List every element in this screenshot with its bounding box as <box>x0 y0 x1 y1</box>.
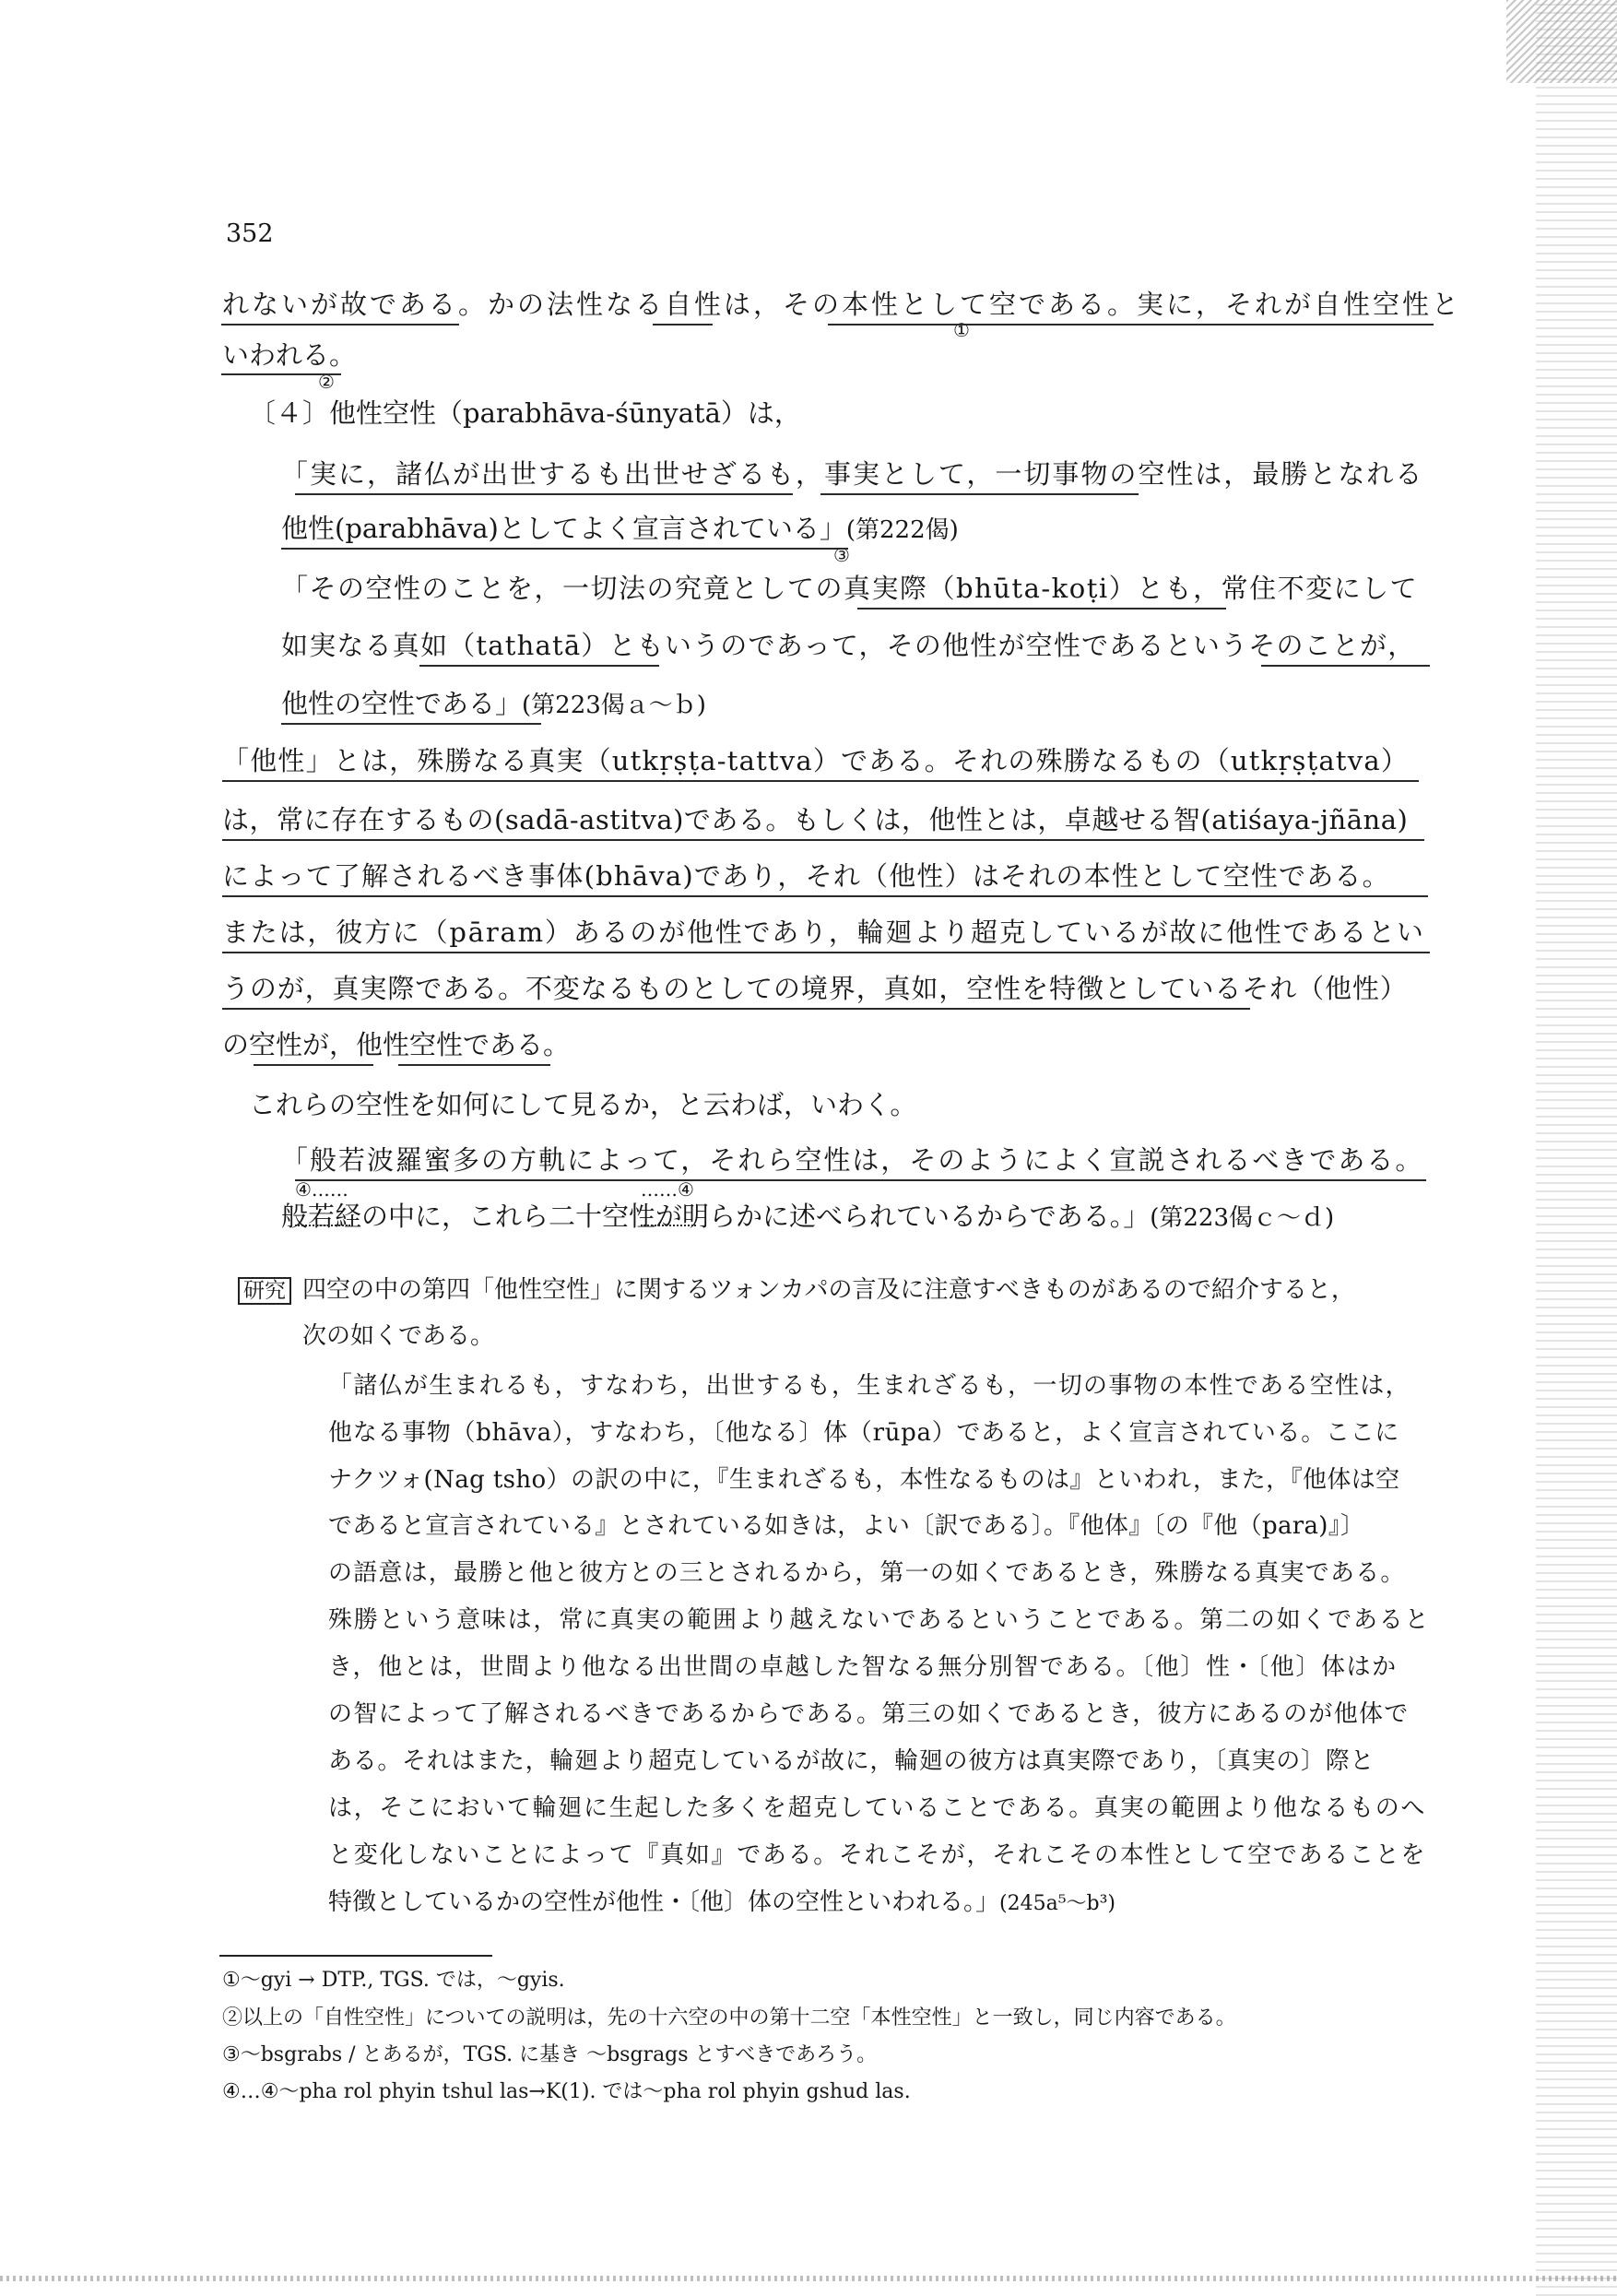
body-line-7: うのが，真実際である。不変なるものとしての境界，真如，空性を特徴としているそれ（他性） <box>222 973 1408 1004</box>
underline <box>295 493 793 495</box>
dotted-mark <box>295 1225 350 1226</box>
quote-line-12-text: 特徴としているかの空性が他性・〔他〕体の空性といわれる。」 <box>328 1888 1000 1916</box>
verse-line-5-text: 他性の空性である」 <box>281 688 523 719</box>
quote-line-1: 「諸仏が生まれるも，すなわち，出世するも，生まれざるも，一切の事物の本性である空性は， <box>328 1372 1410 1400</box>
body-line-4: は，常に存在するもの(sadā-astitva)である。もしくは，他性とは，卓越せる智(atiśaya-jñāna) <box>222 804 1409 835</box>
verse-line-2 <box>281 515 959 542</box>
quote-line-5: の語意は，最勝と他と彼方との三とされるから，第一の如くであるとき，殊勝なる真実である。 <box>328 1559 1406 1587</box>
footnote-4: ④…④～pha rol phyin tshul las→K(1). では～pha rol phyin gshud las. <box>222 2080 911 2103</box>
verse-ref-222: (第222偈) <box>845 516 959 544</box>
quote-ref: (245a⁵～b³) <box>999 1892 1116 1915</box>
quote-line-3: ナクツォ(Nag tsho）の訳の中に，『生まれざるも，本性なるものは』といわれ，また，『他体は空 <box>328 1466 1400 1494</box>
dotted-mark <box>641 1225 696 1226</box>
quote-line-10: は，そこにおいて輪廻に生起した多くを超克していることである。真実の範囲より他なるものへ <box>328 1794 1427 1822</box>
quote-line-6: 殊勝という意味は，常に真実の範囲より越えないであるということである。第二の如くであると <box>328 1606 1431 1634</box>
verse-line-7-text: 般若経の中に，これら二十空性が明らかに述べられているからである。」 <box>281 1201 1151 1232</box>
verse-line-6: 「般若波羅蜜多の方軌によって，それら空性は，そのようによく宣説されるべきである。 <box>281 1144 1424 1176</box>
body-line-2: いわれる。 <box>222 339 357 371</box>
footnote-1: ①～gyi → DTP., TGS. では，～gyis. <box>222 1969 565 1992</box>
underline <box>222 839 1424 841</box>
quote-line-8: の智によって了解されるべきであるからである。第三の如くであるとき，彼方にあるのが他体で <box>328 1700 1410 1728</box>
marker-2: ② <box>318 371 335 393</box>
underline <box>1261 665 1430 667</box>
footnote-2: ②以上の「自性空性」についての説明は，先の十六空の中の第十二空「本性空性」と一致し，同じ内容である。 <box>222 2006 1236 2030</box>
footnote-3: ③～bsgrabs / とあるが，TGS. に基き ～bsgrags とすべきであろう。 <box>222 2043 878 2066</box>
underline <box>281 723 541 725</box>
underline <box>828 324 1434 325</box>
scan-edge-noise <box>1536 0 1617 2296</box>
page-number: 352 <box>226 219 274 248</box>
marker-1: ① <box>953 319 970 341</box>
verse-line-3: 「その空性のことを，一切法の究竟としての真実際（bhūta-koṭi）とも，常住不変にして <box>281 573 1419 604</box>
research-tag: 研究 <box>238 1277 291 1305</box>
research-line-2: 次の如くである。 <box>302 1322 495 1350</box>
verse-line-7 <box>281 1203 1334 1230</box>
verse-line-4: 如実なる真如（tathatā）ともいうのであって，その他性が空性であるというそのことが， <box>281 630 1416 661</box>
underline <box>222 1008 1250 1010</box>
underline <box>222 895 1428 897</box>
underline <box>820 493 1139 495</box>
underline <box>419 665 659 667</box>
verse-line-5 <box>281 688 706 719</box>
body-line-9: これらの空性を如何にして見るか，と云わば，いわく。 <box>249 1089 917 1120</box>
scan-bottom-noise <box>0 2276 1617 2281</box>
underline <box>222 952 1430 953</box>
footnote-separator <box>219 1955 492 1957</box>
marker-3: ③ <box>833 544 850 566</box>
verse-line-2-text: 他性(parabhāva)としてよく宣言されている」 <box>281 513 846 544</box>
quote-line-2: 他なる事物（bhāva），すなわち，〔他なる〕体（rūpa）であると，よく宣言されている。ここに <box>328 1419 1399 1447</box>
verse-ref-223cd: (第223偈ｃ～ｄ) <box>1150 1204 1335 1232</box>
underline <box>222 780 1419 782</box>
quote-line-7: き，他とは，世間より他なる出世間の卓越した智なる無分別智である。〔他〕性・〔他〕体はか <box>328 1653 1398 1681</box>
body-line-6: または，彼方に（pāram）あるのが他性であり，輪廻より超克しているが故に他性であるとい <box>222 917 1425 948</box>
marker-4-end: ……④ <box>641 1178 694 1201</box>
quote-line-12 <box>328 1890 1115 1914</box>
body-line-8: の空性が，他性空性である。 <box>222 1029 571 1060</box>
scan-corner-noise <box>1506 0 1617 83</box>
underline <box>857 608 1226 610</box>
body-line-1: れないが故である。かの法性なる自性は，その本性として空である。実に，それが自性空性と <box>222 289 1462 320</box>
body-line-5: によって了解されるべき事体(bhāva)であり，それ（他性）はそれの本性として空性である。 <box>222 860 1390 892</box>
underline <box>221 373 341 375</box>
underline <box>221 324 459 325</box>
quote-line-9: ある。それはまた，輪廻より超克しているが故に，輪廻の彼方は真実際であり，〔真実の〕際と <box>328 1747 1375 1775</box>
verse-ref-223ab: (第223偈ａ～ｂ) <box>522 692 706 719</box>
underline <box>295 1179 1426 1181</box>
underline <box>398 1064 550 1066</box>
research-line-1 <box>238 1277 1355 1305</box>
quote-line-4: であると宣言されている』とされている如きは，よい〔訳である〕。『他体』〔の『他（para)』〕 <box>328 1512 1365 1540</box>
body-line-3: 「他性」とは，殊勝なる真実（utkṛṣṭa-tattva）である。それの殊勝なるもの（utkṛṣṭatva） <box>222 745 1410 776</box>
quote-line-11: と変化しないことによって『真如』である。それこそが，それこその本性として空であることを <box>328 1841 1427 1869</box>
marker-4-start: ④…… <box>295 1178 348 1201</box>
section-heading-4: 〔４〕他性空性（parabhāva-śūnyatā）は， <box>249 397 801 429</box>
underline <box>281 548 848 550</box>
research-line-1-text: 四空の中の第四「他性空性」に関するツォンカパの言及に注意すべきものがあるので紹介すると， <box>302 1276 1355 1304</box>
underline <box>653 324 713 325</box>
verse-line-1: 「実に，諸仏が出世するも出世せざるも，事実として，一切事物の空性は，最勝となれる <box>281 458 1424 490</box>
underline <box>254 1064 373 1066</box>
